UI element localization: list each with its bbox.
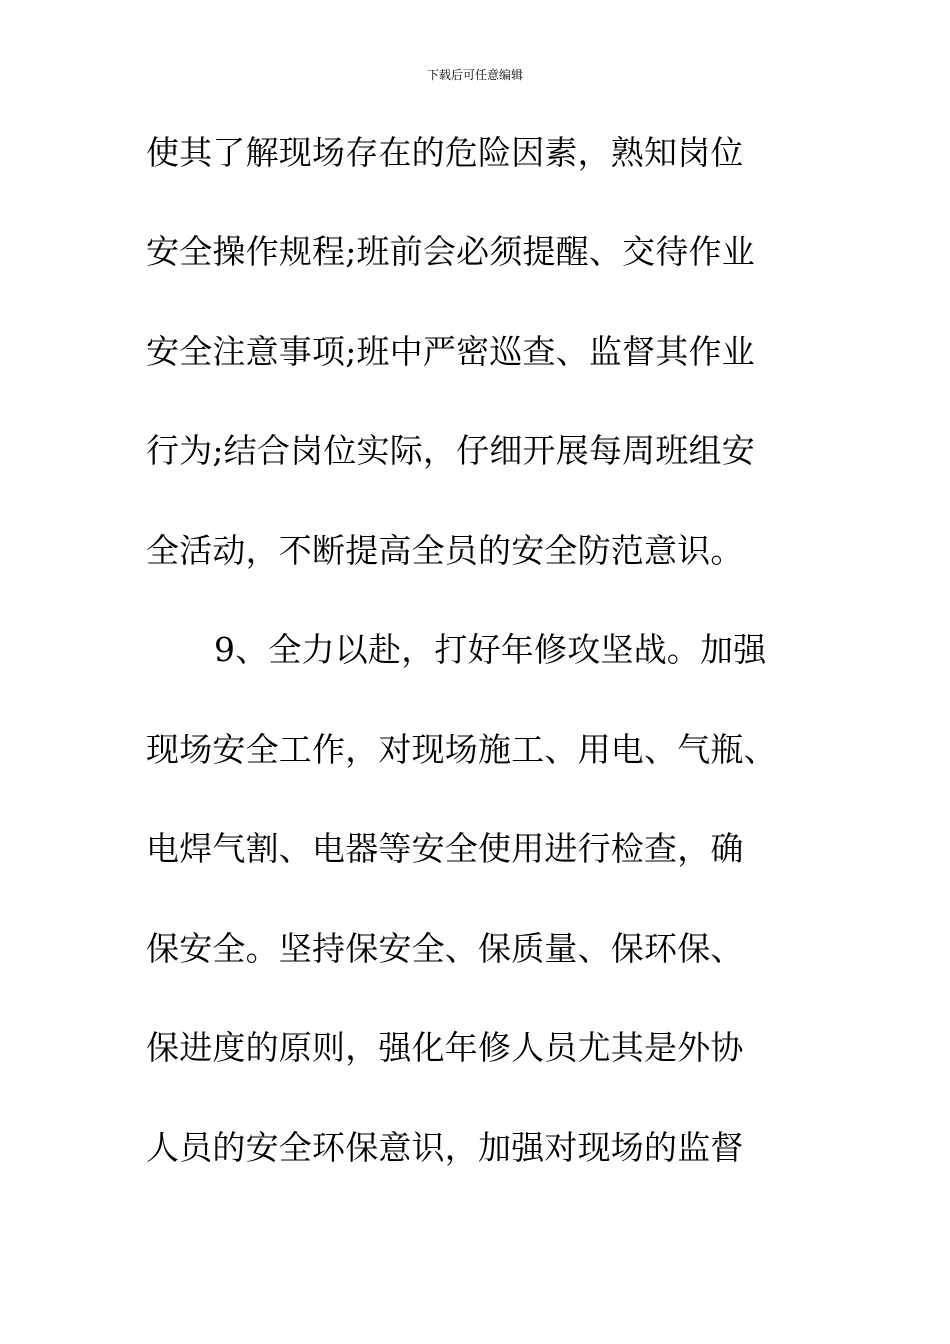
text-line: 安全注意事项;班中严密巡查、监督其作业 [146,332,755,371]
text-line: 全活动，不断提高全员的安全防范意识。 [146,531,744,570]
text-line: 电焊气割、电器等安全使用进行检查，确 [146,829,744,868]
text-line: 保进度的原则，强化年修人员尤其是外协 [146,1028,744,1067]
text-line: 现场安全工作，对现场施工、用电、气瓶、 [146,730,777,769]
text-line: 行为;结合岗位实际，仔细开展每周班组安 [146,431,755,470]
text-line: 安全操作规程;班前会必须提醒、交待作业 [146,232,755,271]
text-line: 人员的安全环保意识，加强对现场的监督 [146,1128,744,1167]
text-line: 使其了解现场存在的危险因素，熟知岗位 [146,133,744,172]
paragraph-first-line: 9、全力以赴，打好年修攻坚战。加强 [214,630,767,669]
page-header-note: 下载后可任意编辑 [426,68,523,82]
text-line: 保安全。坚持保安全、保质量、保环保、 [146,929,744,968]
